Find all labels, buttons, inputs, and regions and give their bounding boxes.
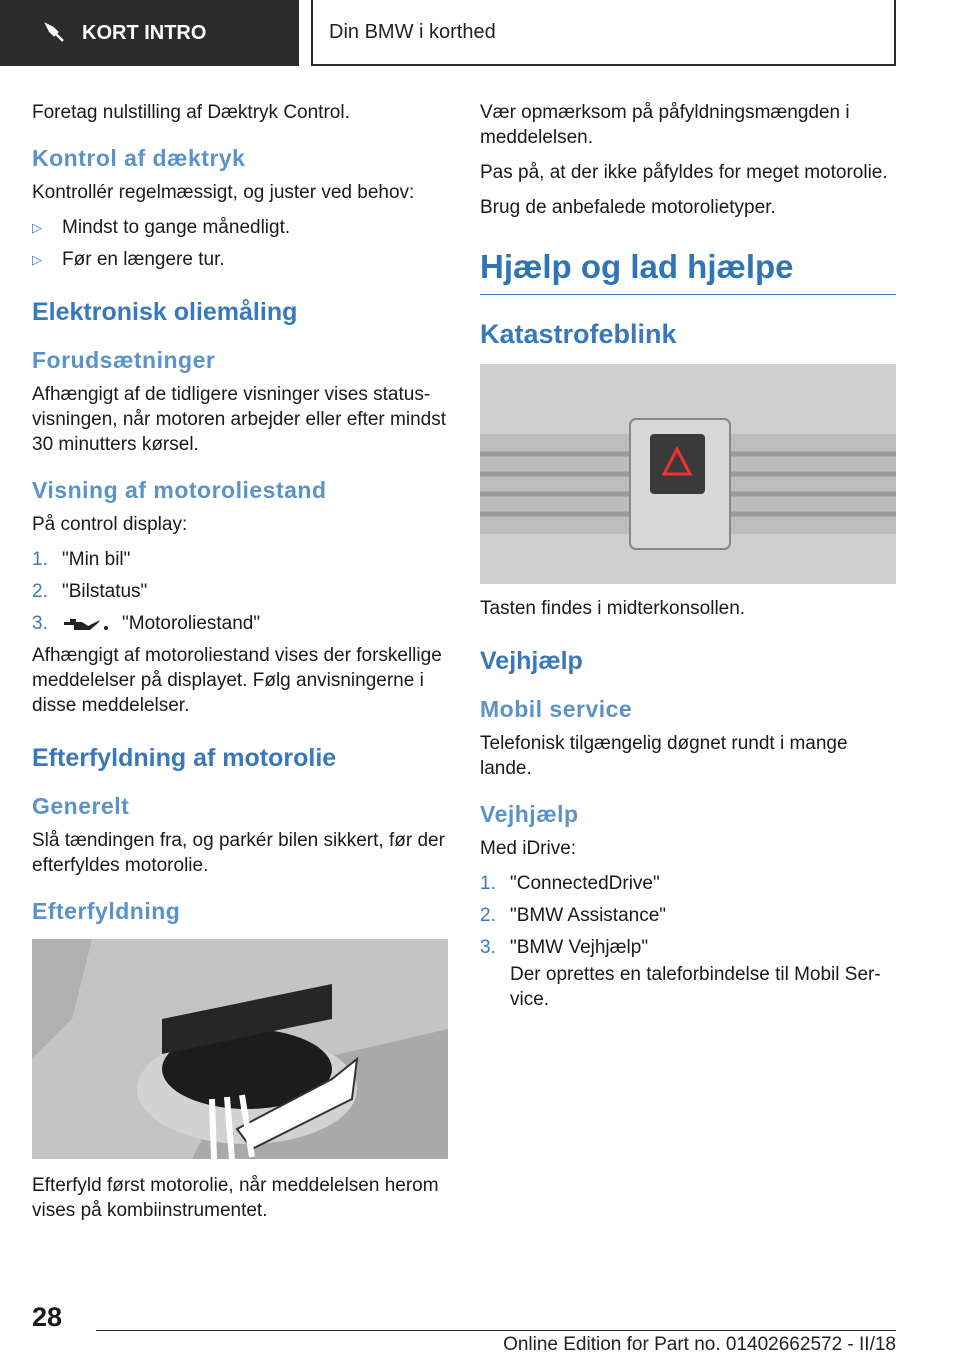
list-item bbox=[480, 871, 896, 896]
prereq-heading: Forudsætninger bbox=[32, 347, 216, 373]
step-text: "Bilstatus" bbox=[62, 581, 148, 602]
tire-check-text: Kontrollér regelmæssigt, og juster ved behov: bbox=[32, 182, 415, 203]
list-item bbox=[480, 935, 896, 960]
display-heading: Visning af motoroliestand bbox=[32, 477, 327, 503]
roadside-heading: Vejhjælp bbox=[480, 647, 583, 675]
general-text: Slå tændingen fra, og parkér bilen sikkert, før der efterfyldes motorolie. bbox=[32, 830, 445, 876]
refill-heading: Efterfyldning af motorolie bbox=[32, 744, 337, 772]
display-intro: På control display: bbox=[32, 514, 188, 535]
left-column bbox=[32, 100, 448, 1233]
chapter-tab-label: Din BMW i korthed bbox=[329, 20, 496, 43]
list-item bbox=[32, 611, 448, 636]
list-item bbox=[32, 215, 448, 240]
idrive-intro: Med iDrive: bbox=[480, 838, 577, 859]
triangle-bullet-icon: ▷ bbox=[32, 220, 42, 235]
refill-caption: Efterfyld først motorolie, når meddelelsen herom vises på kombiinstrumentet. bbox=[32, 1175, 439, 1221]
display-note: Afhængigt af motoroliestand vises der forskellige meddelelser på displayet. Følg anvisningerne i disse meddelelser. bbox=[32, 645, 442, 716]
list-item bbox=[32, 247, 448, 272]
oil-measure-heading: Elektronisk oliemåling bbox=[32, 298, 298, 326]
step-number: 2. bbox=[32, 581, 48, 602]
step-number: 1. bbox=[480, 873, 496, 894]
triangle-bullet-icon: ▷ bbox=[32, 252, 42, 267]
tire-check-heading: Kontrol af dæktryk bbox=[32, 145, 246, 171]
chapter-tab[interactable] bbox=[311, 0, 896, 66]
pin-icon bbox=[44, 22, 66, 44]
oil-can-icon bbox=[62, 614, 112, 634]
mobile-text: Telefonisk tilgængelig døgnet rundt i mange lande. bbox=[480, 733, 848, 779]
page-number: 28 bbox=[32, 1302, 63, 1332]
list-item bbox=[32, 547, 448, 572]
step-text: "Motoroliestand" bbox=[122, 613, 261, 634]
section-tab[interactable] bbox=[0, 0, 299, 66]
section-tab-label: KORT INTRO bbox=[82, 21, 207, 44]
help-heading: Hjælp og lad hjælpe bbox=[480, 248, 896, 295]
list-item bbox=[32, 579, 448, 604]
hazard-heading: Katastrofeblink bbox=[480, 319, 677, 349]
step-text: "BMW Assistance" bbox=[510, 905, 667, 926]
hazard-button-illustration bbox=[480, 364, 896, 584]
step-number: 3. bbox=[480, 937, 496, 958]
step-text: "ConnectedDrive" bbox=[510, 873, 660, 894]
step-3-note: Der oprettes en taleforbindelse til Mobil Service. bbox=[510, 964, 881, 1010]
edition-text: Online Edition for Part no. 01402662572 - II/18 bbox=[503, 1334, 896, 1355]
roadside-sub-heading: Vejhjælp bbox=[480, 801, 579, 827]
general-heading: Generelt bbox=[32, 793, 130, 819]
oil-cap-illustration bbox=[32, 939, 448, 1159]
bullet-text: Mindst to gange månedligt. bbox=[62, 217, 291, 238]
step-number: 3. bbox=[32, 613, 48, 634]
footer-divider bbox=[96, 1330, 896, 1331]
hazard-caption: Tasten findes i midterkonsollen. bbox=[480, 598, 746, 619]
step-text: "BMW Vejhjælp" bbox=[510, 937, 649, 958]
step-text: "Min bil" bbox=[62, 549, 131, 570]
prereq-text: Afhængigt af de tidligere visninger vises statusvisningen, når motoren arbejder eller efter mindst 30 minutters kørsel. bbox=[32, 384, 446, 455]
bullet-text: Før en længere tur. bbox=[62, 249, 225, 270]
refill-sub-heading: Efterfyldning bbox=[32, 898, 181, 924]
right-column bbox=[480, 100, 896, 1012]
note-1: Vær opmærksom på påfyldningsmængden i meddelelsen. bbox=[480, 102, 850, 148]
list-item bbox=[480, 903, 896, 928]
note-2: Pas på, at der ikke påfyldes for meget motorolie. bbox=[480, 162, 888, 183]
mobile-heading: Mobil service bbox=[480, 696, 633, 722]
intro-text: Foretag nulstilling af Dæktryk Control. bbox=[32, 102, 350, 123]
note-3: Brug de anbefalede motorolietyper. bbox=[480, 197, 776, 218]
step-number: 2. bbox=[480, 905, 496, 926]
step-number: 1. bbox=[32, 549, 48, 570]
